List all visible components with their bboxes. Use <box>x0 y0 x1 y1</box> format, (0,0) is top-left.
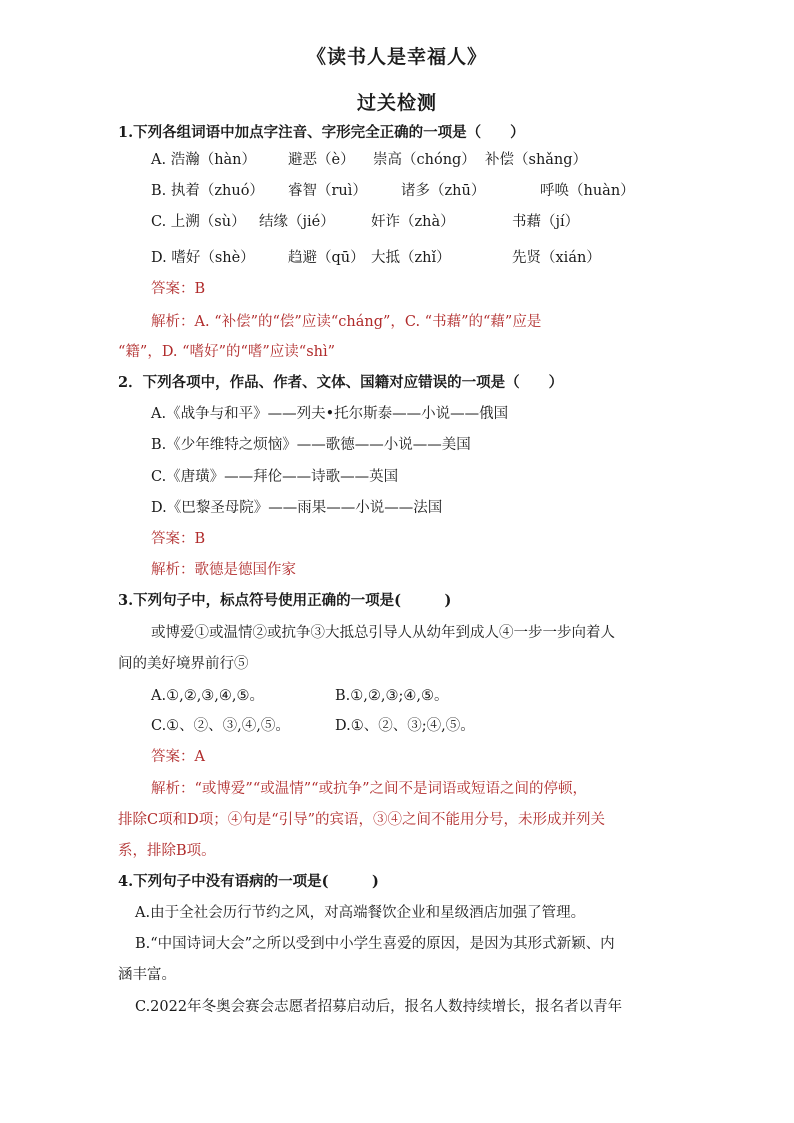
q3-option-d: D.①、②、③;④,⑤。 <box>335 718 475 734</box>
q2-option-d: D.《巴黎圣母院》——雨果——小说——法国 <box>151 500 443 516</box>
q1-option-c <box>0 212 794 232</box>
q1-c-3: 奸诈（zhà） <box>371 214 455 230</box>
doc-subtitle: 过关检测 <box>356 92 437 114</box>
q1-b-2: 睿智（ruì） <box>288 183 367 199</box>
q3-stem: 3.下列句子中，标点符号使用正确的一项是( ) <box>118 592 452 609</box>
q3-option-c: C.①、②、③,④,⑤。 <box>151 718 290 734</box>
q1-d-4: 先贤（xián） <box>512 250 601 266</box>
q1-d-1: D. 嗜好（shè） <box>151 250 255 266</box>
q1-answer: 答案：B <box>151 281 206 297</box>
q3-option-b: B.①,②,③;④,⑤。 <box>335 688 449 704</box>
q1-b-1: B. 执着（zhuó） <box>151 183 264 199</box>
q3-passage-line1: 或博爱①或温情②或抗争③大抵总引导人从幼年到成人④一步一步向着人 <box>151 625 615 641</box>
q1-a-2: 避恶（è） <box>288 152 355 168</box>
q1-a-1: A. 浩瀚（hàn） <box>151 152 257 168</box>
q1-option-d <box>0 248 794 268</box>
q4-stem: 4.下列句子中没有语病的一项是( ) <box>118 873 379 890</box>
q3-options-ab <box>0 686 794 706</box>
q2-option-a: A.《战争与和平》——列夫•托尔斯泰——小说——俄国 <box>151 406 509 422</box>
q1-c-1: C. 上溯（sù） <box>151 214 246 230</box>
q1-option-a <box>0 150 794 170</box>
q2-option-b: B.《少年维特之烦恼》——歌德——小说——美国 <box>151 437 471 453</box>
q4-option-b-line1: B.“中国诗词大会”之所以受到中小学生喜爱的原因，是因为其形式新颖、内 <box>135 936 615 952</box>
q1-stem: 1.下列各组词语中加点字注音、字形完全正确的一项是（ ） <box>118 124 525 141</box>
q1-c-4: 书藉（jí） <box>512 214 580 230</box>
q3-analysis-line3: 系，排除B项。 <box>118 843 216 859</box>
q1-analysis-line1: 解析：A. “补偿”的“偿”应读“cháng”，C. “书藉”的“藉”应是 <box>151 314 542 330</box>
q1-b-3: 诸多（zhū） <box>401 183 486 199</box>
q4-option-a: A.由于全社会历行节约之风，对高端餐饮企业和星级酒店加强了管理。 <box>135 905 586 921</box>
q1-b-4: 呼唤（huàn） <box>540 183 635 199</box>
q1-d-2: 趋避（qū） <box>288 250 365 266</box>
q1-a-3: 崇高（chóng） <box>373 152 476 168</box>
q3-analysis-line2: 排除C项和D项；④句是“引导”的宾语，③④之间不能用分号，未形成并列关 <box>118 812 606 828</box>
q4-option-c-line1: C.2022年冬奥会赛会志愿者招募启动后，报名人数持续增长，报名者以青年 <box>135 999 623 1015</box>
q1-c-2: 结缘（jié） <box>259 214 335 230</box>
q1-option-b <box>0 181 794 201</box>
q3-option-a: A.①,②,③,④,⑤。 <box>151 688 265 704</box>
q3-analysis-line1: 解析：“或博爱”“或温情”“或抗争”之间不是词语或短语之间的停顿， <box>151 781 587 797</box>
q4-option-b-line2: 涵丰富。 <box>118 967 176 983</box>
q1-a-4: 补偿（shǎng） <box>485 152 588 168</box>
q2-answer: 答案：B <box>151 531 206 547</box>
q1-analysis-line2: “籍”，D. “嗜好”的“嗜”应读“shì” <box>118 344 336 360</box>
doc-title: 《读书人是幸福人》 <box>306 46 487 68</box>
q2-stem: 2．下列各项中，作品、作者、文体、国籍对应错误的一项是（ ） <box>118 374 564 391</box>
q3-answer: 答案：A <box>151 749 205 765</box>
q3-passage-line2: 间的美好境界前行⑤ <box>118 656 249 672</box>
q2-analysis: 解析：歌德是德国作家 <box>151 562 296 578</box>
q2-option-c: C.《唐璜》——拜伦——诗歌——英国 <box>151 469 399 485</box>
q1-d-3: 大抵（zhǐ） <box>371 250 451 266</box>
q3-options-cd <box>0 716 794 736</box>
